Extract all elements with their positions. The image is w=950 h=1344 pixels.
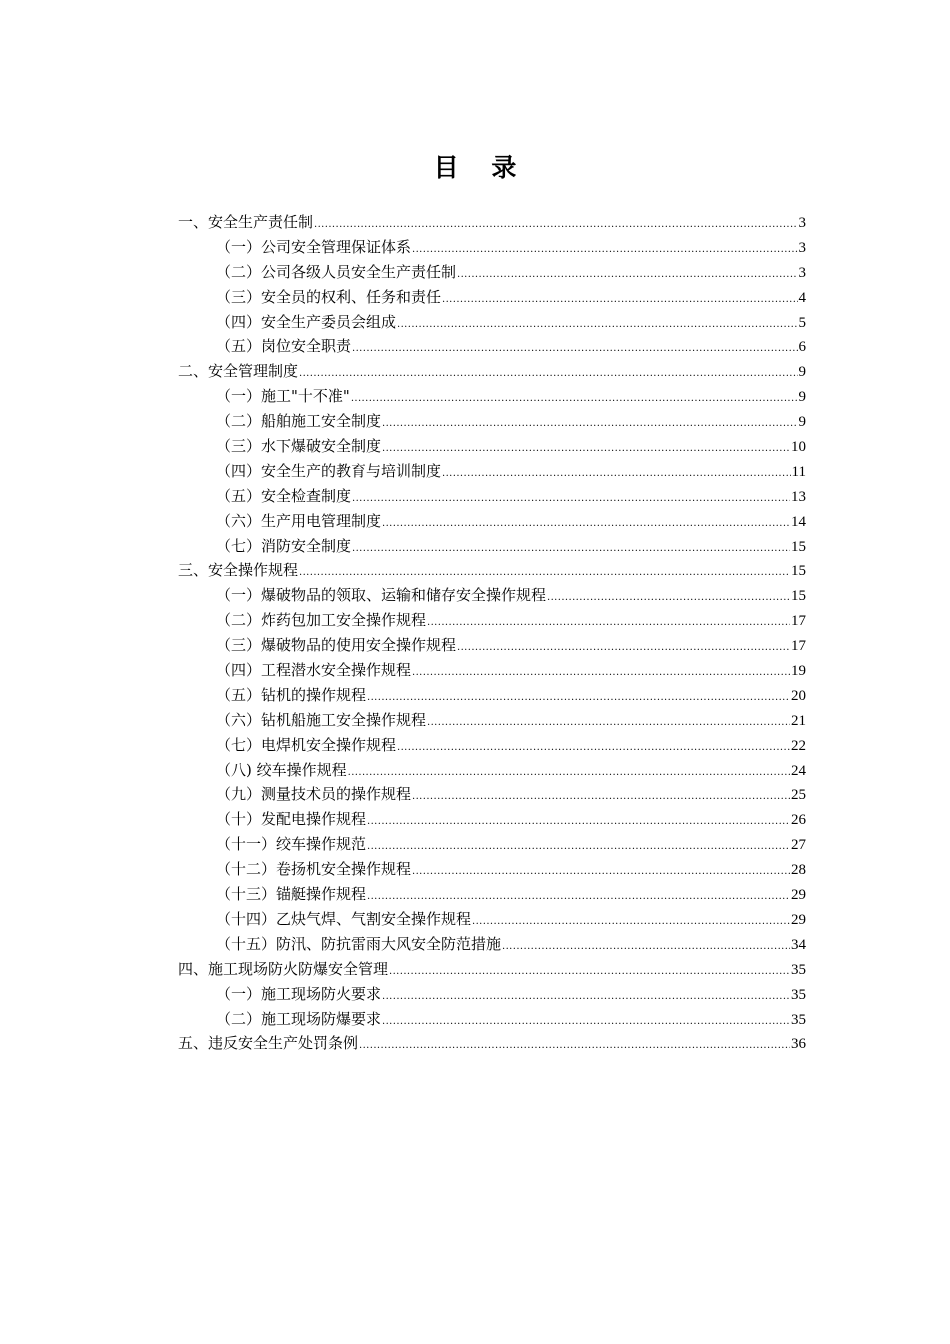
toc-dot-leader [348, 761, 790, 786]
toc-entry-text: （一）公司安全管理保证体系 [216, 237, 412, 256]
toc-entry-text: 三、安全操作规程 [178, 561, 299, 580]
toc-entry-text: （六）钻机船施工安全操作规程 [216, 710, 427, 729]
toc-page-number: 28 [791, 862, 806, 879]
toc-dot-leader [352, 537, 790, 562]
toc-dot-leader [382, 437, 790, 462]
toc-entry-text: 二、安全管理制度 [178, 362, 299, 381]
toc-entry-text: （五）钻机的操作规程 [216, 685, 367, 704]
toc-page-number: 36 [791, 1036, 806, 1053]
toc-dot-leader [412, 785, 790, 810]
toc-entry[interactable] [178, 982, 806, 1007]
toc-page-number: 22 [791, 737, 806, 754]
toc-entry[interactable] [178, 633, 806, 658]
toc-page-number: 15 [791, 588, 806, 605]
toc-entry-text: （十一）绞车操作规范 [216, 835, 367, 854]
toc-entry[interactable] [178, 608, 806, 633]
toc-page-number: 15 [791, 563, 806, 580]
toc-entry-text: （二）施工现场防爆要求 [216, 1009, 382, 1028]
toc-dot-leader [367, 686, 790, 711]
toc-page-number: 35 [791, 1011, 806, 1028]
toc-dot-leader [389, 960, 790, 985]
toc-entry[interactable] [178, 857, 806, 882]
toc-entry[interactable] [178, 534, 806, 559]
toc-entry[interactable] [178, 733, 806, 758]
toc-page-number: 19 [791, 663, 806, 680]
toc-dot-leader [502, 935, 790, 960]
toc-page-number: 10 [791, 439, 806, 456]
toc-entry[interactable] [178, 558, 806, 583]
toc-dot-leader [412, 238, 797, 263]
toc-dot-leader [367, 810, 790, 835]
toc-dot-leader [382, 985, 790, 1010]
toc-dot-leader [352, 487, 790, 512]
toc-entry[interactable] [178, 957, 806, 982]
toc-dot-leader [359, 1034, 790, 1059]
toc-entry[interactable] [178, 210, 806, 235]
toc-entry-text: 五、违反安全生产处罚条例 [178, 1034, 359, 1053]
toc-entry-text: （一）施工"十不准" [216, 387, 350, 406]
toc-entry-text: 一、安全生产责任制 [178, 213, 314, 231]
toc-dot-leader [412, 661, 790, 686]
toc-dot-leader [382, 412, 797, 437]
toc-entry[interactable] [178, 807, 806, 832]
toc-entry-text: （十二）卷扬机安全操作规程 [216, 860, 412, 879]
toc-dot-leader [427, 711, 790, 736]
toc-page-number: 3 [798, 264, 806, 281]
toc-dot-leader [427, 611, 790, 636]
toc-entry[interactable] [178, 310, 806, 335]
toc-page-number: 14 [791, 513, 806, 530]
toc-entry-text: （一）爆破物品的领取、运输和储存安全操作规程 [216, 586, 547, 605]
toc-entry[interactable] [178, 907, 806, 932]
toc-page-number: 9 [798, 414, 806, 431]
toc-dot-leader [367, 835, 790, 860]
toc-entry[interactable] [178, 758, 806, 783]
toc-page-number: 20 [791, 687, 806, 704]
toc-dot-leader [382, 512, 790, 537]
toc-page-number: 35 [791, 986, 806, 1003]
toc-entry[interactable] [178, 434, 806, 459]
toc-entry[interactable] [178, 459, 806, 484]
toc-entry-text: （六）生产用电管理制度 [216, 511, 382, 530]
toc-entry-text: （四）工程潜水安全操作规程 [216, 661, 412, 680]
toc-entry[interactable] [178, 932, 806, 957]
toc-page-number: 26 [791, 812, 806, 829]
toc-entry-text: （二）船舶施工安全制度 [216, 412, 382, 431]
toc-entry[interactable] [178, 832, 806, 857]
toc-entry-text: （七）消防安全制度 [216, 536, 352, 555]
toc-entry[interactable] [178, 260, 806, 285]
toc-entry[interactable] [178, 882, 806, 907]
toc-dot-leader [299, 362, 797, 387]
toc-page-number: 3 [798, 215, 806, 231]
toc-page-number: 15 [791, 538, 806, 555]
toc-entry[interactable] [178, 509, 806, 534]
toc-entry-text: （十五）防汛、防抗雷雨大风安全防范措施 [216, 934, 502, 953]
toc-entry[interactable] [178, 409, 806, 434]
toc-dot-leader [382, 1010, 790, 1035]
toc-entry-text: （二）炸药包加工安全操作规程 [216, 611, 427, 630]
toc-entry[interactable] [178, 235, 806, 260]
toc-entry[interactable] [178, 683, 806, 708]
toc-entry-text: （一）施工现场防火要求 [216, 984, 382, 1003]
toc-page-number: 3 [798, 239, 806, 256]
toc-page-number: 13 [791, 488, 806, 505]
toc-dot-leader [472, 910, 790, 935]
toc-entry[interactable] [178, 1031, 806, 1056]
toc-page-number: 35 [791, 961, 806, 978]
toc-page-number: 9 [798, 389, 806, 406]
toc-page-number: 11 [791, 463, 806, 480]
toc-page-number: 27 [791, 837, 806, 854]
toc-entry-text: （十四）乙炔气焊、气割安全操作规程 [216, 909, 472, 928]
toc-dot-leader [457, 263, 797, 288]
toc-dot-leader [412, 860, 790, 885]
toc-entry-text: 四、施工现场防火防爆安全管理 [178, 959, 389, 978]
toc-entry-text: （三）安全员的权利、任务和责任 [216, 287, 442, 306]
toc-entry[interactable] [178, 484, 806, 509]
toc-dot-leader [397, 736, 790, 761]
toc-entry-text: （十三）锚艇操作规程 [216, 885, 367, 904]
toc-entry[interactable] [178, 782, 806, 807]
toc-entry[interactable] [178, 708, 806, 733]
toc-dot-leader [457, 636, 790, 661]
toc-entry-text: （七）电焊机安全操作规程 [216, 735, 397, 754]
toc-entry-text: （五）安全检查制度 [216, 486, 352, 505]
toc-entry[interactable] [178, 384, 806, 409]
toc-page-number: 29 [791, 887, 806, 904]
toc-entry-text: （九）测量技术员的操作规程 [216, 785, 412, 804]
toc-list [178, 210, 806, 1056]
toc-page-number: 5 [798, 314, 806, 331]
toc-page-number: 9 [798, 364, 806, 381]
toc-page-number: 17 [791, 638, 806, 655]
toc-page-number: 17 [791, 613, 806, 630]
toc-dot-leader [442, 288, 797, 313]
toc-dot-leader [442, 462, 791, 487]
toc-entry-text: （二）公司各级人员安全生产责任制 [216, 262, 457, 281]
toc-entry-text: （三）水下爆破安全制度 [216, 437, 382, 456]
toc-page-number: 34 [791, 936, 806, 953]
toc-page-number: 21 [791, 712, 806, 729]
toc-page-number: 29 [791, 911, 806, 928]
toc-entry[interactable] [178, 359, 806, 384]
toc-entry-text: （三）爆破物品的使用安全操作规程 [216, 636, 457, 655]
toc-entry-text: （四）安全生产的教育与培训制度 [216, 461, 442, 480]
toc-dot-leader [351, 387, 798, 412]
toc-entry[interactable] [178, 1007, 806, 1032]
toc-page-number: 6 [798, 339, 806, 356]
toc-entry-text: （五）岗位安全职责 [216, 337, 352, 356]
toc-page-number: 4 [798, 289, 806, 306]
toc-dot-leader [547, 586, 790, 611]
toc-entry-text: （四）安全生产委员会组成 [216, 312, 397, 331]
toc-entry-text: （十）发配电操作规程 [216, 810, 367, 829]
toc-dot-leader [397, 313, 797, 338]
toc-entry[interactable] [178, 285, 806, 310]
toc-entry[interactable] [178, 334, 806, 359]
toc-title: 目 录 [433, 152, 529, 182]
toc-page-number: 24 [791, 762, 806, 779]
toc-page-number: 25 [791, 787, 806, 804]
toc-dot-leader [352, 337, 797, 362]
toc-entry[interactable] [178, 583, 806, 608]
toc-entry-text: （八) 绞车操作规程 [216, 760, 347, 779]
toc-entry[interactable] [178, 658, 806, 683]
